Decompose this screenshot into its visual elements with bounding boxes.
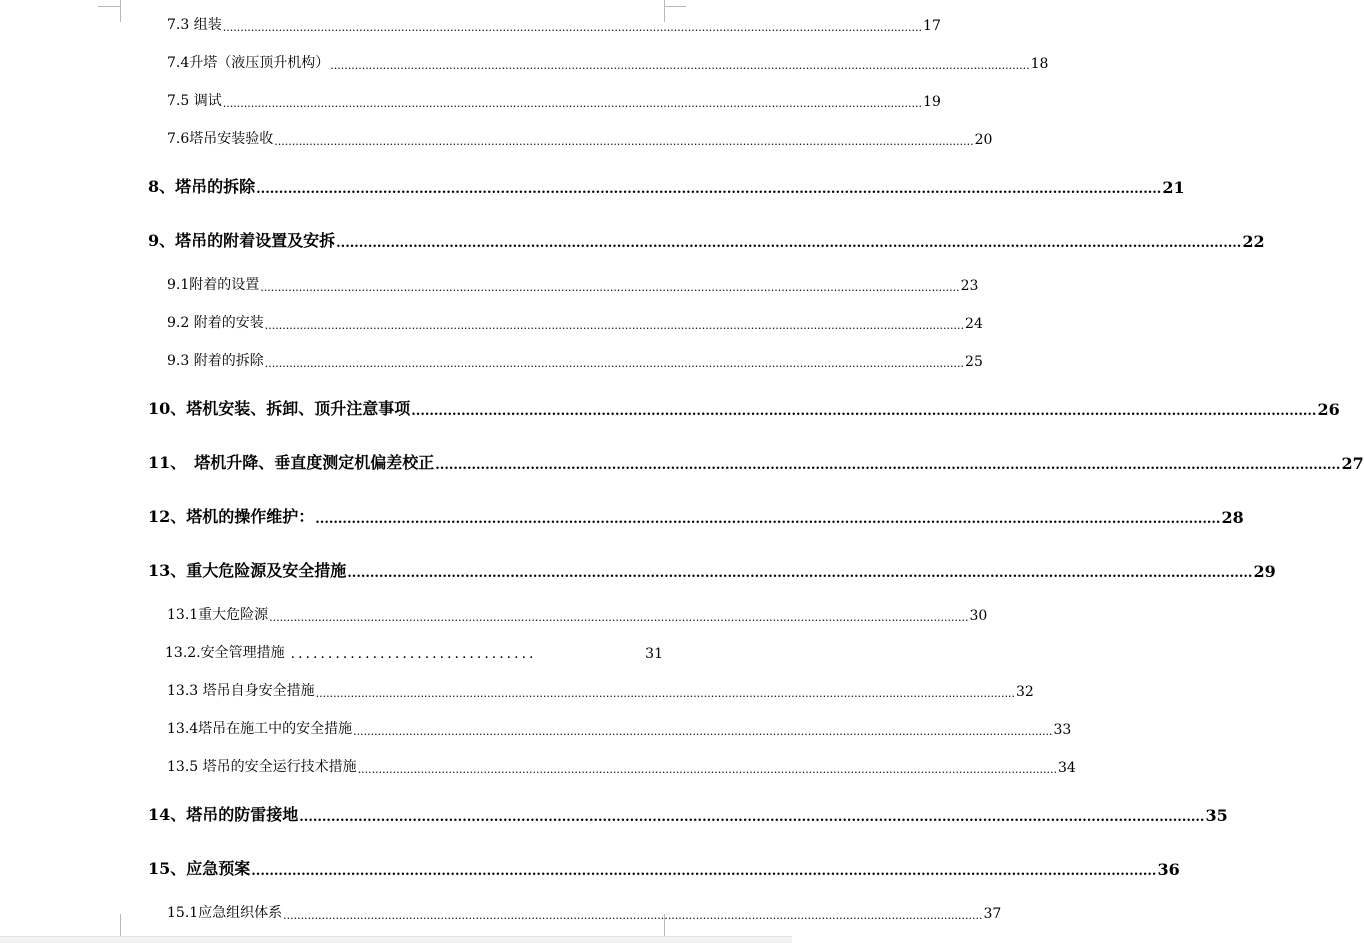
dot-leader: ........................................................................................................................................................................................................	[222, 97, 923, 110]
toc-entry-page: 30	[969, 608, 988, 624]
toc-entry-title: 9.1附着的设置	[167, 277, 260, 293]
crop-mark	[120, 0, 121, 22]
toc-entry-title: 13.4塔吊在施工中的安全措施	[167, 721, 353, 737]
toc-entry-page: 33	[1053, 722, 1072, 738]
toc-entry-title: 11、 塔机升降、垂直度测定机偏差校正	[148, 453, 435, 472]
toc-entry-9-3[interactable]	[167, 350, 983, 370]
toc-entry-title: 10、塔机安装、拆卸、顶升注意事项	[148, 399, 411, 418]
toc-entry-13-2[interactable]	[165, 642, 663, 662]
toc-entry-15[interactable]	[148, 856, 1180, 879]
dot-leader: ........................................................................................................................................................................................................	[283, 909, 983, 922]
toc-entry-title: 7.6塔吊安装验收	[167, 131, 274, 147]
crop-mark	[664, 0, 665, 22]
toc-entry-page: 21	[1162, 178, 1185, 197]
toc-entry-title: 14、塔吊的防雷接地	[148, 805, 299, 824]
toc-entry-10[interactable]	[148, 396, 1340, 419]
toc-entry-15-1[interactable]	[167, 902, 1002, 922]
dot-leader: ........................................................................................................................................................................................................	[435, 458, 1341, 473]
toc-entry-page: 18	[1030, 56, 1049, 72]
toc-entry-page: 25	[965, 354, 983, 370]
dot-leader: ........................................................................................................................................................................................................	[269, 611, 969, 624]
toc-entry-page: 32	[1015, 684, 1034, 700]
page-bottom-edge	[0, 936, 792, 943]
toc-entry-9[interactable]	[148, 228, 1265, 251]
dot-leader: ........................................................................................................................................................................................................	[330, 59, 1030, 72]
toc-entry-title: 13.3 塔吊自身安全措施	[167, 683, 315, 699]
dot-leader: ........................................................................................................................................................................................................	[274, 135, 974, 148]
toc-entry-14[interactable]	[148, 802, 1228, 825]
toc-entry-9-1[interactable]	[167, 274, 979, 294]
toc-entry-title: 7.3 组装	[167, 17, 222, 33]
toc-entry-page: 23	[960, 278, 979, 294]
dot-leader: ........................................................................................................................................................................................................	[315, 687, 1015, 700]
dot-leader: ........................................................................................................................................................................................................	[353, 725, 1053, 738]
dot-leader: ........................................................................................................................................................................................................	[264, 319, 965, 332]
toc-entry-page: 20	[974, 132, 993, 148]
toc-entry-title: 13.5 塔吊的安全运行技术措施	[167, 759, 357, 775]
toc-entry-13-4[interactable]	[167, 718, 1072, 738]
toc-entry-title: 15.1应急组织体系	[167, 905, 283, 921]
dot-leader: ........................................................................................................................................................................................................	[256, 182, 1162, 197]
dot-leader: ........................................................................................................................................................................................................	[251, 864, 1157, 879]
toc-entry-title: 13.2.安全管理措施	[165, 645, 285, 661]
toc-entry-13[interactable]	[148, 558, 1276, 581]
toc-entry-title: 9.2 附着的安装	[167, 315, 264, 331]
toc-entry-title: 7.4升塔（液压顶升机构）	[167, 55, 330, 71]
toc-entry-7-3[interactable]	[167, 14, 941, 34]
toc-entry-title: 7.5 调试	[167, 93, 222, 109]
toc-entry-title: 12、塔机的操作维护：	[148, 507, 315, 526]
toc-entry-8[interactable]	[148, 174, 1185, 197]
toc-entry-13-5[interactable]	[167, 756, 1076, 776]
toc-entry-page: 26	[1317, 400, 1340, 419]
toc-entry-page: 29	[1253, 562, 1276, 581]
toc-entry-page: 37	[983, 906, 1002, 922]
toc-entry-13-3[interactable]	[167, 680, 1034, 700]
dot-leader: ........................................................................................................................................................................................................	[347, 566, 1253, 581]
dot-leader: ........................................................................................................................................................................................................	[336, 236, 1242, 251]
dot-leader: ........................................................................................................................................................................................................	[315, 512, 1221, 527]
dot-leader: ........................................................................................................................................................................................................	[411, 404, 1317, 419]
toc-entry-title: 15、应急预案	[148, 859, 251, 878]
toc-entry-title: 13、重大危险源及安全措施	[148, 561, 347, 580]
toc-entry-page: 35	[1205, 806, 1228, 825]
crop-mark	[664, 6, 686, 7]
toc-entry-page: 24	[965, 316, 983, 332]
toc-entry-11[interactable]	[148, 450, 1364, 473]
dot-leader: ........................................................................................................................................................................................................	[264, 357, 965, 370]
toc-entry-7-5[interactable]	[167, 90, 941, 110]
dot-leader: .................................	[290, 646, 537, 662]
dot-leader: ........................................................................................................................................................................................................	[357, 763, 1057, 776]
toc-entry-page: 17	[923, 18, 941, 34]
toc-entry-9-2[interactable]	[167, 312, 983, 332]
toc-entry-page: 31	[645, 646, 663, 662]
dot-leader: ........................................................................................................................................................................................................	[260, 281, 960, 294]
toc-entry-7-6[interactable]	[167, 128, 993, 148]
toc-entry-page: 19	[923, 94, 941, 110]
toc-entry-title: 13.1重大危险源	[167, 607, 269, 623]
toc-entry-13-1[interactable]	[167, 604, 988, 624]
dot-leader: ........................................................................................................................................................................................................	[299, 810, 1205, 825]
toc-entry-7-4[interactable]	[167, 52, 1049, 72]
crop-mark	[98, 6, 120, 7]
toc-entry-title: 8、塔吊的拆除	[148, 177, 256, 196]
dot-leader: ........................................................................................................................................................................................................	[222, 21, 923, 34]
toc-entry-12[interactable]	[148, 504, 1244, 527]
toc-entry-page: 28	[1221, 508, 1244, 527]
toc-entry-page: 36	[1157, 860, 1180, 879]
toc-entry-title: 9、塔吊的附着设置及安拆	[148, 231, 336, 250]
toc-entry-page: 22	[1242, 232, 1265, 251]
toc-entry-page: 27	[1341, 454, 1364, 473]
toc-entry-page: 34	[1057, 760, 1076, 776]
toc-entry-title: 9.3 附着的拆除	[167, 353, 264, 369]
crop-mark	[120, 914, 121, 936]
